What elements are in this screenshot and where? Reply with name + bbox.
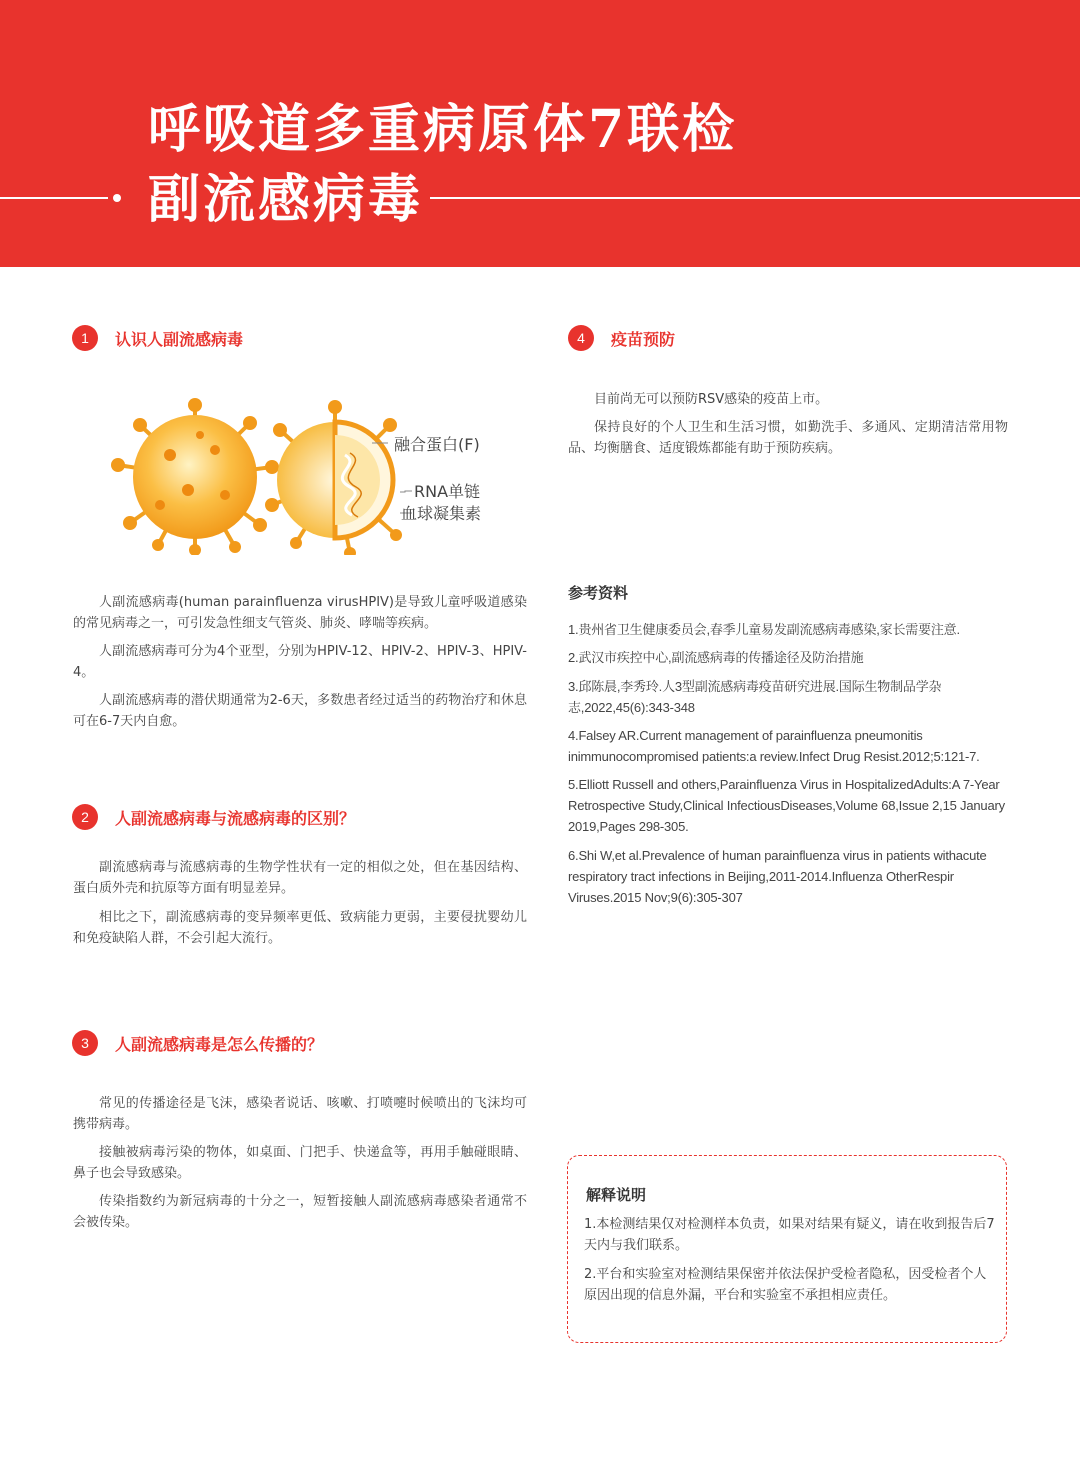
title-rule-dot <box>113 194 121 202</box>
section-title: 人副流感病毒是怎么传播的？ <box>115 1034 324 1054</box>
section-3-paragraph: 传染指数约为新冠病毒的十分之一，短暂接触人副流感病毒感染者通常不会被传染。 <box>73 1194 527 1230</box>
section-4-paragraph: 保持良好的个人卫生和生活习惯，如勤洗手、多通风、定期清洁常用物品、均衡膳食、适度锻炼都能有助于预防疾病。 <box>568 420 1008 456</box>
virus-structure-illustration <box>100 395 520 555</box>
reference-item: 3.邱陈晨,李秀玲.人3型副流感病毒疫苗研究进展.国际生物制品学杂志,2022,45(6):343-348 <box>568 679 942 715</box>
section-title: 认识人副流感病毒 <box>115 329 244 349</box>
section-4-paragraph: 目前尚无可以预防RSV感染的疫苗上市。 <box>594 392 829 407</box>
header-banner <box>0 0 1080 267</box>
reference-item: 5.Elliott Russell and others,Parainfluenza Virus in HospitalizedAdults:A 7-Year Retrospective Study,Clinical InfectiousDiseases,Volume 68,Issue 2,15 January 2019,Pages 298-305. <box>568 777 1005 834</box>
section-2-paragraph: 副流感病毒与流感病毒的生物学性状有一定的相似之处，但在基因结构、蛋白质外壳和抗原等方面有明显差异。 <box>73 860 527 896</box>
title-rule-right <box>430 197 1080 199</box>
virus-particle-large <box>111 398 279 555</box>
virus-particle-cutaway <box>265 400 402 555</box>
references-title: 参考资料 <box>568 584 629 602</box>
title-rule-left <box>0 197 108 199</box>
section-number-badge: 1 <box>72 325 98 351</box>
reference-item: 4.Falsey AR.Current management of parainfluenza pneumonitis inimmunocompromised patients:a review.Infect Drug Resist.2012;5:121-7. <box>568 728 980 764</box>
section-number-badge: 3 <box>72 1030 98 1056</box>
disclaimer-item: 2.平台和实验室对检测结果保密并依法保护受检者隐私，因受检者个人原因出现的信息外漏，平台和实验室不承担相应责任。 <box>584 1267 987 1303</box>
section-1-paragraph: 人副流感病毒(human parainfluenza virusHPIV)是导致儿童呼吸道感染的常见病毒之一，可引发急性细支气管炎、肺炎、哮喘等疾病。 <box>73 595 527 631</box>
disclaimer-item: 1.本检测结果仅对检测样本负责，如果对结果有疑义，请在收到报告后7天内与我们联系。 <box>584 1217 995 1253</box>
section-title: 人副流感病毒与流感病毒的区别？ <box>115 808 356 828</box>
section-3-paragraph: 常见的传播途径是飞沫，感染者说话、咳嗽、打喷嚏时候喷出的飞沫均可携带病毒。 <box>73 1096 527 1132</box>
disclaimer-title: 解释说明 <box>586 1186 647 1204</box>
section-1-header <box>72 325 243 351</box>
section-3-header <box>72 1030 323 1056</box>
label-hemagglutinin: 血球凝集素 <box>401 504 482 523</box>
page-title: 呼吸道多重病原体7联检 <box>148 99 738 160</box>
reference-item: 2.武汉市疾控中心,副流感病毒的传播途径及防治措施 <box>568 650 864 665</box>
page-subtitle: 副流感病毒 <box>148 169 424 230</box>
section-3-paragraph: 接触被病毒污染的物体，如桌面、门把手、快递盒等，再用手触碰眼睛、鼻子也会导致感染。 <box>73 1145 527 1181</box>
section-1-paragraph: 人副流感病毒可分为4个亚型，分别为HPIV-12、HPIV-2、HPIV-3、HPIV-4。 <box>73 644 527 680</box>
label-rna-strand: RNA单链 <box>414 482 481 501</box>
section-number-badge: 4 <box>568 325 594 351</box>
section-title: 疫苗预防 <box>611 329 676 349</box>
section-4-header <box>568 325 675 351</box>
reference-item: 6.Shi W,et al.Prevalence of human parainfluenza virus in patients withacute respiratory tract infections in Beijing,2011-2014.Influenza OtherRespir Viruses.2015 Nov;9(6):305-307 <box>568 848 987 905</box>
section-2-header <box>72 804 355 830</box>
reference-item: 1.贵州省卫生健康委员会,春季儿童易发副流感病毒感染,家长需要注意. <box>568 622 960 637</box>
label-fusion-protein: 融合蛋白(F) <box>394 435 480 454</box>
section-number-badge: 2 <box>72 804 98 830</box>
section-1-paragraph: 人副流感病毒的潜伏期通常为2-6天，多数患者经过适当的药物治疗和休息可在6-7天内自愈。 <box>73 693 527 729</box>
disclaimer-box <box>567 1155 1007 1343</box>
section-2-paragraph: 相比之下，副流感病毒的变异频率更低、致病能力更弱，主要侵扰婴幼儿和免疫缺陷人群，不会引起大流行。 <box>73 910 527 946</box>
